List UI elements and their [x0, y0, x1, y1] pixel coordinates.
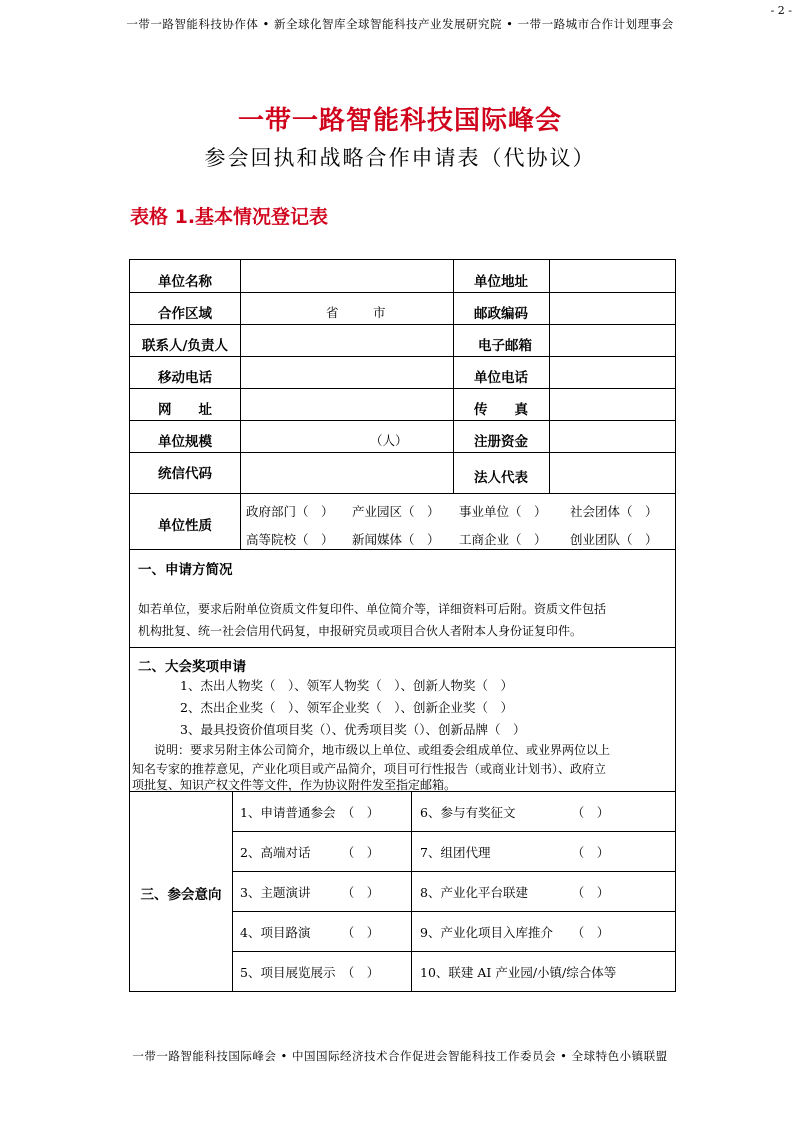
section-applicant-line: 机构批复、统一社会信用代码复，申报研究员或项目合伙人者附本人身份证复印件。: [138, 624, 583, 638]
label-fax: 传 真: [474, 402, 528, 418]
nature-option[interactable]: 社会团体（ ）: [570, 504, 658, 519]
label-contact: 联系人/负责人: [142, 338, 228, 354]
city-text: 市: [373, 305, 386, 320]
document-title: 一带一路智能科技国际峰会: [237, 106, 562, 136]
intent-option[interactable]: 1、申请普通参会 （ ）: [240, 805, 380, 820]
page-header: 一带一路智能科技协作体 • 新全球化智库全球智能科技产业发展研究院 • 一带一路城市合作计划理事会: [126, 17, 674, 31]
nature-option[interactable]: 创业团队（ ）: [570, 532, 658, 547]
intent-option[interactable]: 6、参与有奖征文 （ ）: [420, 805, 610, 820]
label-legal-rep: 法人代表: [474, 470, 528, 486]
section-intent-title: 三、参会意向: [140, 887, 222, 903]
intent-option[interactable]: 3、主题演讲 （ ）: [240, 885, 380, 900]
nature-option[interactable]: 工商企业（ ）: [459, 532, 547, 547]
page-number: - 2 -: [770, 4, 792, 17]
province-text: 省: [326, 305, 339, 320]
label-registered-capital: 注册资金: [474, 434, 528, 450]
table-caption: 表格 1.基本情况登记表: [130, 206, 329, 228]
page-footer: 一带一路智能科技国际峰会 • 中国国际经济技术合作促进会智能科技工作委员会 • 全球特色小镇联盟: [132, 1049, 668, 1063]
label-unit-nature: 单位性质: [158, 518, 212, 534]
intent-option[interactable]: 4、项目路演 （ ）: [240, 925, 380, 940]
label-unit-name: 单位名称: [158, 274, 212, 290]
label-mobile: 移动电话: [158, 370, 212, 386]
award-note-line: 说明：要求另附主体公司简介，地市级以上单位、或组委会组成单位、或业界两位以上: [154, 743, 611, 757]
document-subtitle: 参会回执和战略合作申请表（代协议）: [204, 146, 596, 170]
intent-option[interactable]: 9、产业化项目入库推介 （ ）: [420, 925, 610, 940]
intent-option[interactable]: 7、组团代理 （ ）: [420, 845, 610, 860]
label-postcode: 邮政编码: [474, 306, 528, 322]
scale-unit-text: （人）: [370, 433, 408, 448]
label-unit-phone: 单位电话: [474, 370, 528, 386]
nature-option[interactable]: 产业园区（ ）: [352, 504, 440, 519]
nature-option[interactable]: 高等院校（ ）: [246, 532, 334, 547]
award-note-line: 项批复、知识产权文件等文件，作为协议附件发至指定邮箱。: [132, 778, 457, 792]
award-item[interactable]: 3、最具投资价值项目奖（）、优秀项目奖（）、创新品牌（ ）: [180, 722, 526, 737]
label-email: 电子邮箱: [478, 338, 532, 354]
award-item[interactable]: 2、杰出企业奖（ ）、领军企业奖（ ）、创新企业奖（ ）: [180, 700, 513, 715]
award-item[interactable]: 1、杰出人物奖（ ）、领军人物奖（ ）、创新人物奖（ ）: [180, 678, 513, 693]
label-unit-address: 单位地址: [474, 274, 528, 290]
intent-option[interactable]: 2、高端对话 （ ）: [240, 845, 380, 860]
label-scale: 单位规模: [158, 434, 212, 450]
nature-option[interactable]: 新闻媒体（ ）: [352, 532, 440, 547]
intent-option[interactable]: 8、产业化平台联建 （ ）: [420, 885, 610, 900]
registration-form: [129, 259, 676, 992]
nature-option[interactable]: 事业单位（ ）: [459, 504, 547, 519]
award-note-line: 知名专家的推荐意见，产业化项目或产品简介，项目可行性报告（或商业计划书）、政府立: [132, 762, 607, 776]
section-applicant-line: 如若单位，要求后附单位资质文件复印件、单位简介等，详细资料可后附。资质文件包括: [138, 602, 607, 616]
nature-option[interactable]: 政府部门（ ）: [246, 504, 334, 519]
label-website: 网 址: [158, 402, 212, 418]
section-applicant-title: 一、申请方简况: [138, 562, 233, 578]
label-credit-code: 统信代码: [158, 466, 212, 482]
label-coop-region: 合作区域: [158, 306, 212, 322]
intent-option[interactable]: 5、项目展览展示 （ ）: [240, 965, 380, 980]
intent-option[interactable]: 10、联建 AI 产业园/小镇/综合体等: [420, 965, 617, 980]
section-awards-title: 二、大会奖项申请: [138, 659, 246, 675]
